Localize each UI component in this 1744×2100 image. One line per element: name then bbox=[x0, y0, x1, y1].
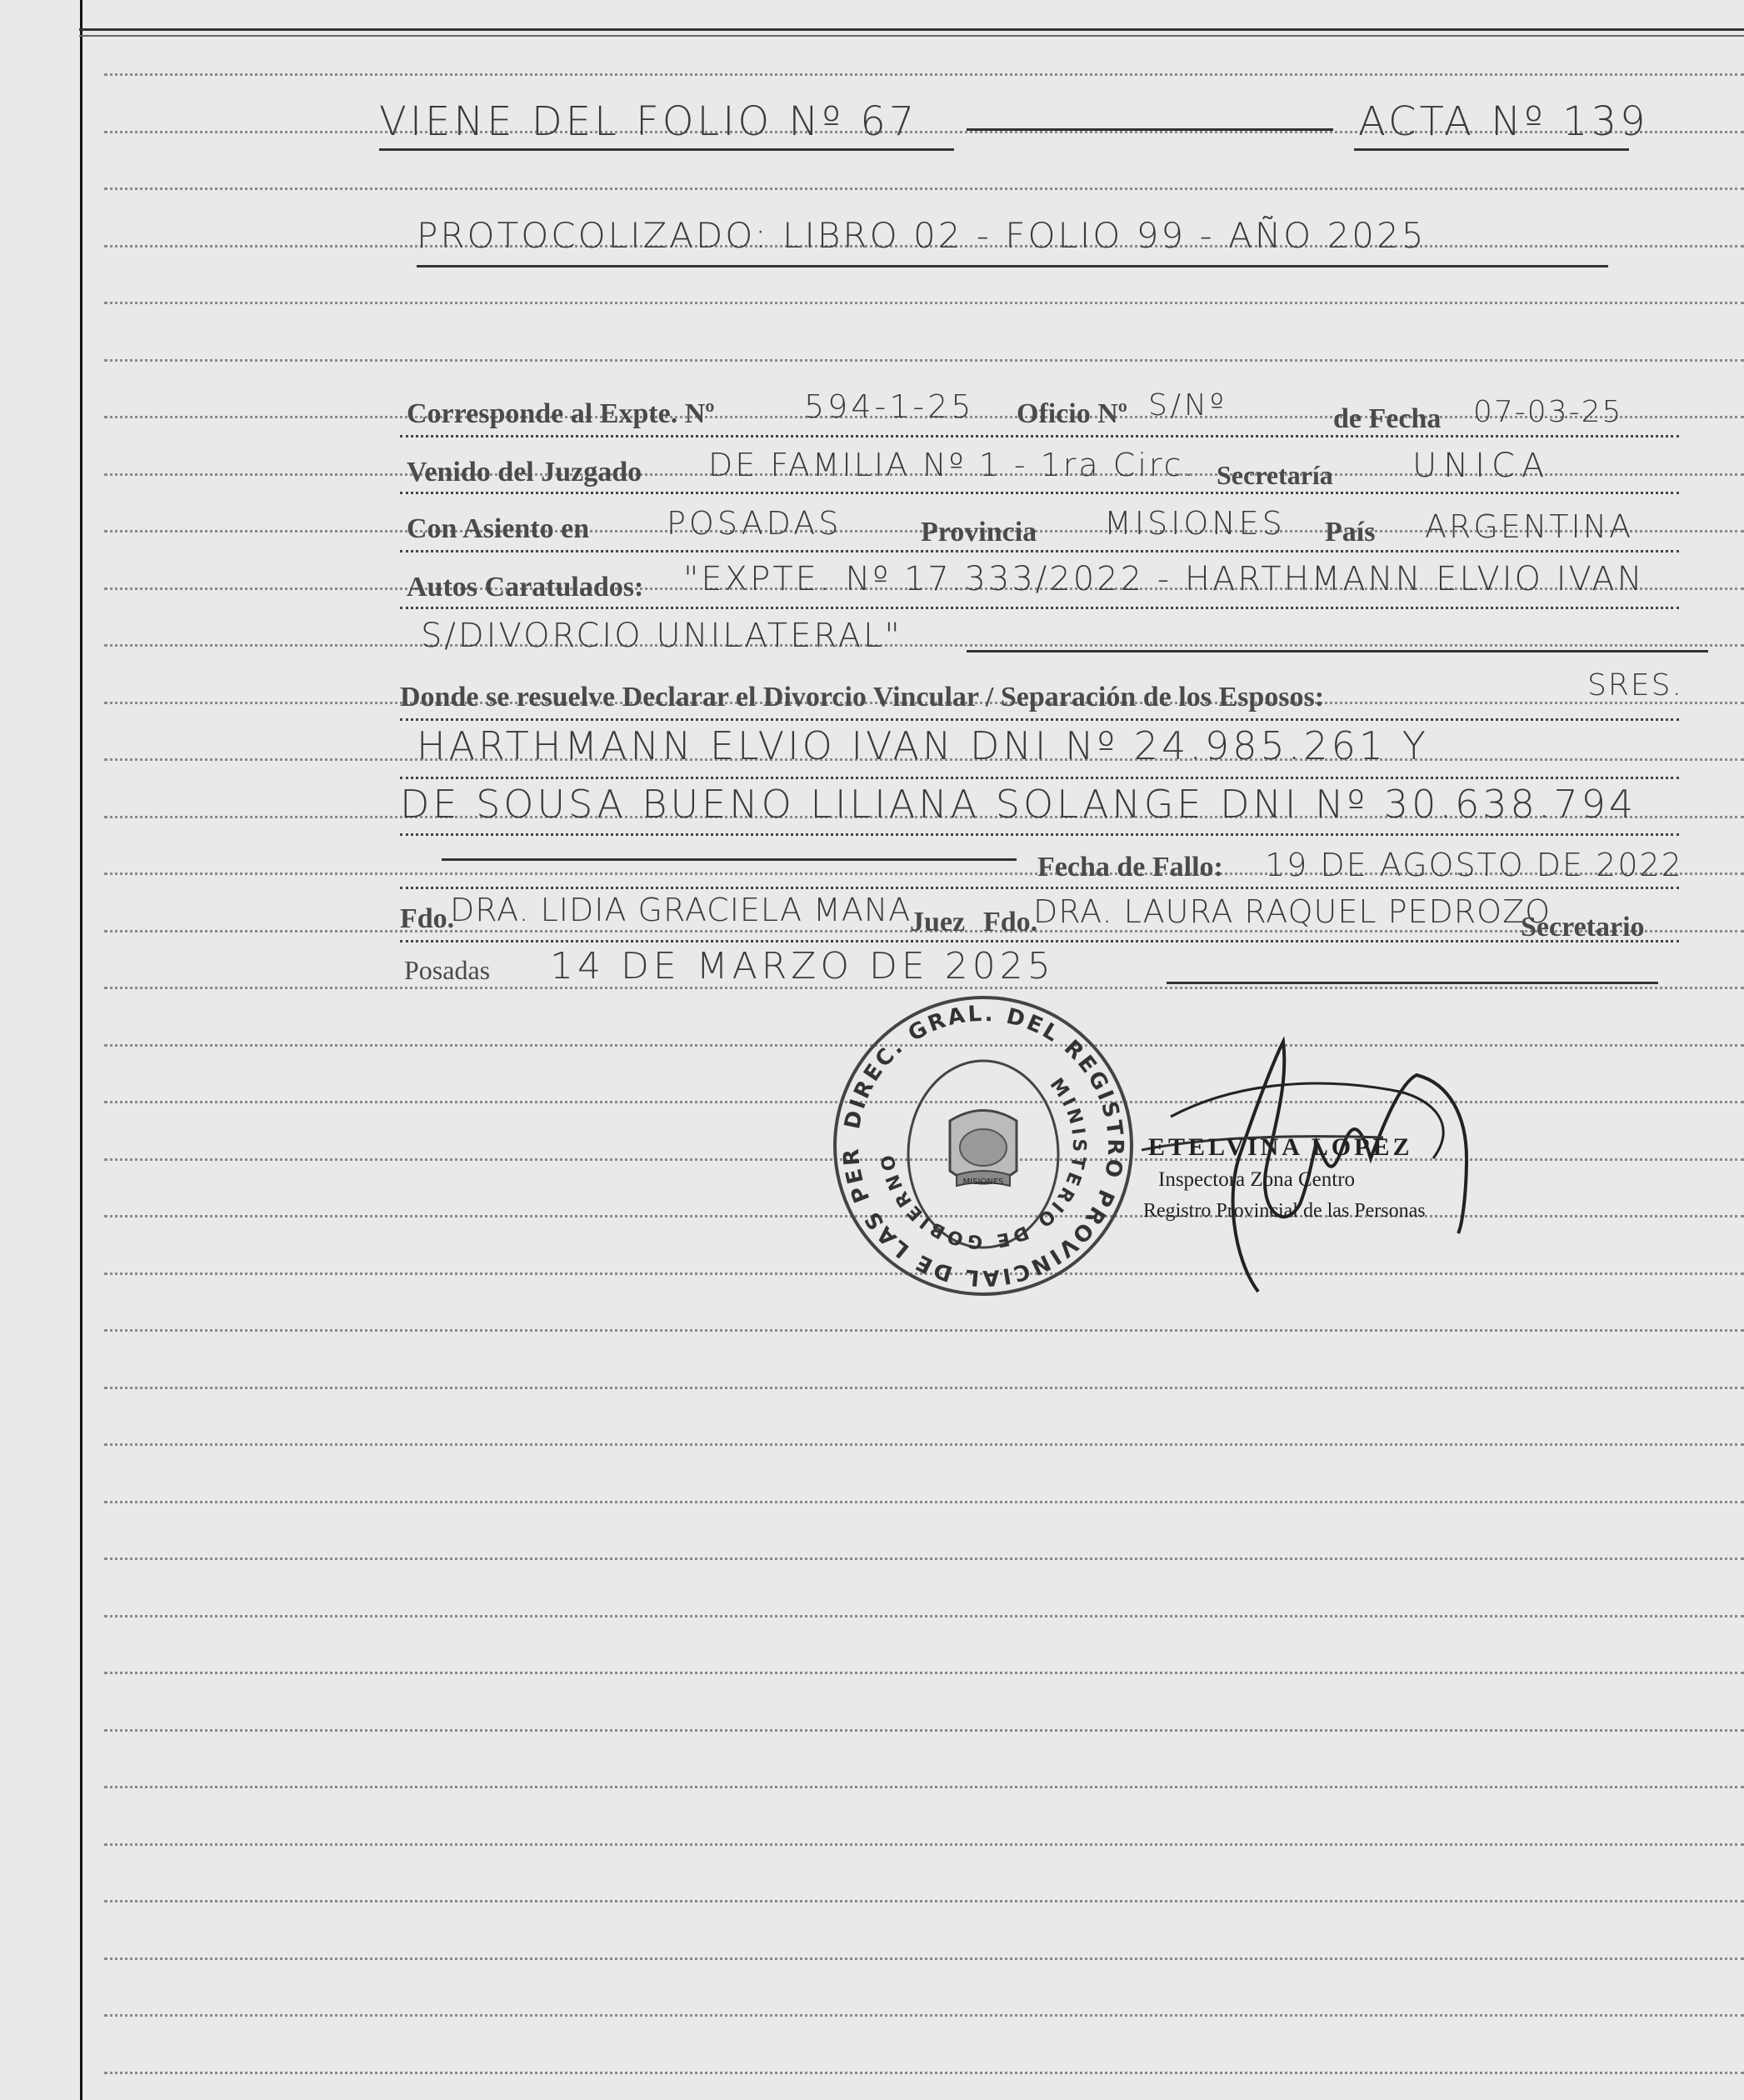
ruled-line bbox=[104, 1900, 1744, 1902]
asiento-label: Con Asiento en bbox=[407, 513, 590, 544]
left-margin-line bbox=[80, 0, 82, 2100]
stamp-ring-text: DIREC. GRAL. DEL REGISTRO PROVINCIAL DE LAS PER bbox=[838, 1001, 1128, 1291]
ruled-line bbox=[104, 1387, 1744, 1389]
ruled-line bbox=[104, 1558, 1744, 1560]
fdo-label-1: Fdo. bbox=[400, 903, 455, 934]
autos-value-2: S/DIVORCIO UNILATERAL" bbox=[421, 617, 902, 655]
acta-number: ACTA Nº 139 bbox=[1358, 98, 1649, 145]
ruled-line bbox=[104, 2072, 1744, 2074]
underline bbox=[417, 265, 1608, 268]
stamp-inner-text: MINISTERIO DE GOBIERNO bbox=[877, 1074, 1090, 1252]
form-line bbox=[400, 777, 1679, 779]
pais-value: ARGENTINA bbox=[1425, 508, 1634, 545]
ruled-line bbox=[104, 1958, 1744, 1960]
esposo-1: HARTHMANN ELVIO IVAN DNI Nº 24.985.261 Y bbox=[417, 723, 1429, 768]
stamp-seal bbox=[825, 988, 1142, 1304]
provincia-label: Provincia bbox=[921, 517, 1037, 548]
form-line bbox=[400, 607, 1679, 609]
juez-name: DRA. LIDIA GRACIELA MANA bbox=[450, 892, 912, 928]
donde-label: Donde se resuelve Declarar el Divorcio Vincular / Separación de los Esposos: bbox=[400, 682, 1325, 712]
lugar-label: Posadas bbox=[404, 955, 491, 985]
fill-line bbox=[967, 128, 1333, 131]
secretario-name: DRA. LAURA RAQUEL PEDROZO bbox=[1033, 893, 1552, 930]
fill-line bbox=[442, 858, 1017, 861]
form-line bbox=[400, 940, 1679, 942]
juzgado-value: DE FAMILIA Nº 1 - 1ra Circ. bbox=[708, 447, 1197, 483]
corresponde-label: Corresponde al Expte. Nº bbox=[407, 398, 715, 429]
form-line bbox=[400, 435, 1679, 438]
fdo-label-2: Fdo. bbox=[983, 907, 1038, 938]
fecha-fallo-value: 19 DE AGOSTO DE 2022 bbox=[1265, 847, 1683, 883]
oficio-label: Oficio Nº bbox=[1017, 398, 1128, 429]
form-line bbox=[400, 833, 1679, 836]
fecha-value: 07-03-25 bbox=[1473, 395, 1623, 429]
provincia-value: MISIONES bbox=[1104, 505, 1286, 542]
ruled-line bbox=[104, 2014, 1744, 2017]
asiento-value: POSADAS bbox=[667, 505, 842, 542]
fecha-fallo-label: Fecha de Fallo: bbox=[1037, 852, 1223, 882]
ruled-line bbox=[104, 1729, 1744, 1732]
fecha-label: de Fecha bbox=[1333, 403, 1442, 434]
form-line bbox=[400, 718, 1679, 721]
ruled-line bbox=[104, 1786, 1744, 1788]
lugar-fecha-value: 14 DE MARZO DE 2025 bbox=[550, 945, 1055, 988]
secretaria-label: Secretaría bbox=[1217, 460, 1333, 490]
ruled-line bbox=[104, 1443, 1744, 1446]
form-line bbox=[400, 550, 1679, 552]
signature-block bbox=[1133, 1025, 1500, 1342]
sres: SRES. bbox=[1587, 668, 1683, 702]
coat-of-arms-icon bbox=[950, 1111, 1017, 1187]
fill-line bbox=[967, 650, 1708, 652]
ruled-line bbox=[104, 1615, 1744, 1618]
autos-value-1: "EXPTE. Nº 17.333/2022 - HARTHMANN ELVIO IVAN bbox=[683, 560, 1645, 598]
expte-value: 594-1-25 bbox=[804, 388, 975, 425]
pais-label: País bbox=[1325, 517, 1376, 548]
ruled-line bbox=[104, 1843, 1744, 1846]
signatory-office: Registro Provincial de las Personas bbox=[1143, 1200, 1426, 1222]
venido-label: Venido del Juzgado bbox=[407, 457, 642, 488]
official-stamp bbox=[825, 988, 1142, 1304]
ruled-line bbox=[104, 359, 1744, 362]
juez-label: Juez bbox=[910, 907, 966, 938]
ruled-line bbox=[104, 1672, 1744, 1674]
form-line bbox=[400, 492, 1679, 494]
protocolizado: PROTOCOLIZADO: LIBRO 02 - FOLIO 99 - AÑO 2025 bbox=[417, 215, 1427, 256]
signatory-name: ETELVINA LOPEZ bbox=[1148, 1133, 1413, 1161]
autos-label: Autos Caratulados: bbox=[407, 572, 644, 602]
underline bbox=[1354, 148, 1629, 151]
underline bbox=[379, 148, 954, 151]
oficio-value: S/Nº bbox=[1148, 388, 1227, 422]
ruled-line bbox=[104, 73, 1744, 76]
esposo-2: DE SOUSA BUENO LILIANA SOLANGE DNI Nº 30.638.794 bbox=[400, 782, 1637, 827]
fill-line bbox=[1167, 982, 1658, 984]
form-line bbox=[400, 887, 1679, 889]
stamp-emblem-text: MISIONES bbox=[962, 1178, 1004, 1187]
ruled-line bbox=[104, 302, 1744, 304]
secretario-label: Secretario bbox=[1521, 912, 1645, 942]
viene-del-folio: VIENE DEL FOLIO Nº 67 bbox=[379, 98, 918, 145]
ruled-line bbox=[104, 188, 1744, 190]
secretaria-value: UNICA bbox=[1412, 447, 1552, 485]
signatory-title: Inspectora Zona Centro bbox=[1158, 1168, 1356, 1191]
ruled-line bbox=[104, 644, 1744, 647]
ruled-line bbox=[104, 1501, 1744, 1503]
